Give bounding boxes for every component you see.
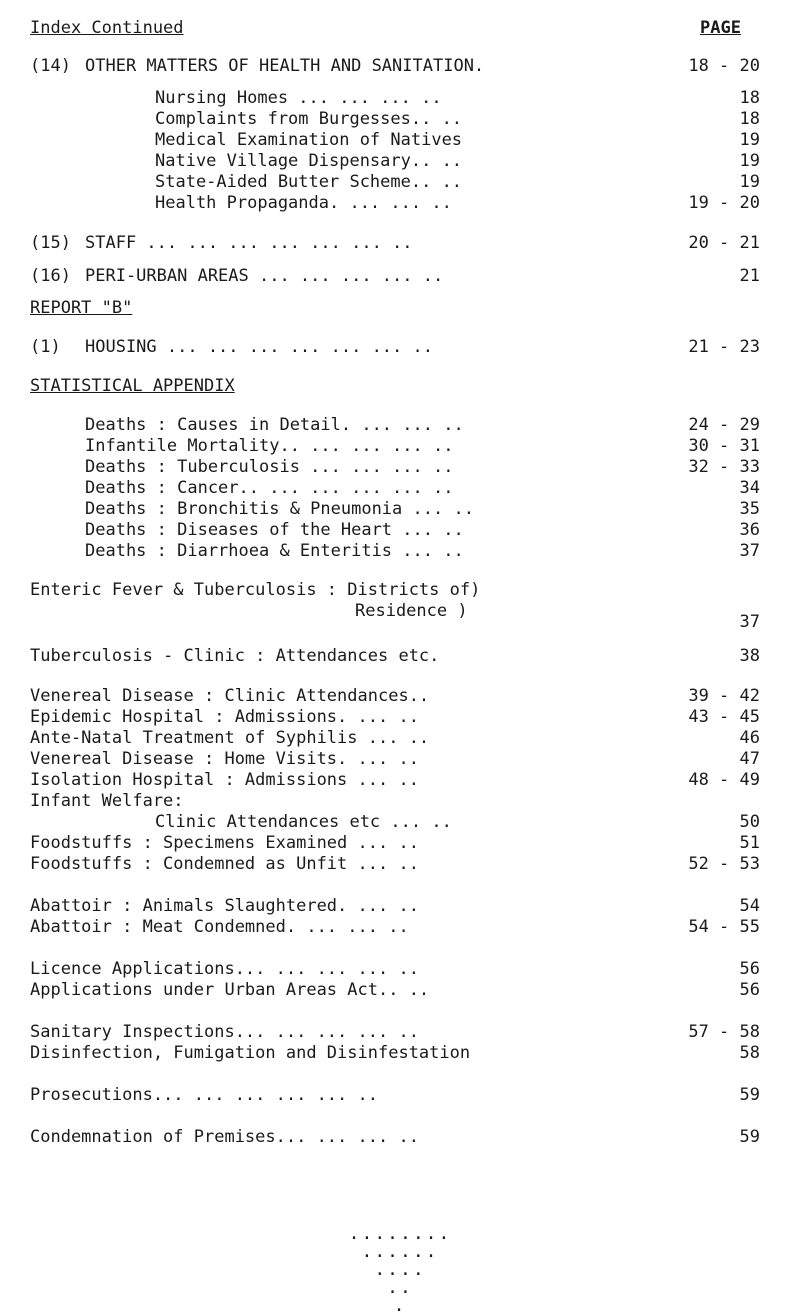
section-page: 21 - 23 — [688, 337, 760, 357]
entry-page: 52 - 53 — [688, 854, 760, 874]
entry-label: State-Aided Butter Scheme.. .. — [155, 172, 463, 192]
entry-page: 34 — [739, 478, 760, 498]
index-heading: Index Continued — [30, 18, 184, 38]
entry-label: Deaths : Bronchitis & Pneumonia ... .. — [85, 499, 474, 519]
entry-label: Tuberculosis - Clinic : Attendances etc. — [30, 646, 440, 666]
entry-label: Applications under Urban Areas Act.. .. — [30, 980, 430, 1000]
entry-label: Medical Examination of Natives — [155, 130, 463, 150]
section-number: (1) — [30, 337, 61, 357]
entry-label: Foodstuffs : Condemned as Unfit ... .. — [30, 854, 419, 874]
entry-page: 57 - 58 — [688, 1022, 760, 1042]
entry-page: 47 — [739, 749, 760, 769]
entry-label: Deaths : Causes in Detail. ... ... .. — [85, 415, 464, 435]
entry-page: 19 - 20 — [688, 193, 760, 213]
section-title: STAFF ... ... ... ... ... ... .. — [85, 233, 413, 253]
entry-page: 36 — [739, 520, 760, 540]
entry-label: Foodstuffs : Specimens Examined ... .. — [30, 833, 419, 853]
section-title: OTHER MATTERS OF HEALTH AND SANITATION. — [85, 56, 485, 76]
entry-label: Licence Applications... ... ... ... .. — [30, 959, 419, 979]
entry-label: Venereal Disease : Clinic Attendances.. — [30, 686, 430, 706]
appendix-heading: STATISTICAL APPENDIX — [30, 376, 235, 396]
entry-label: Prosecutions... ... ... ... ... .. — [30, 1085, 378, 1105]
decorative-dot-triangle — [330, 1225, 470, 1315]
entry-label: Abattoir : Animals Slaughtered. ... .. — [30, 896, 419, 916]
entry-page: 56 — [739, 959, 760, 979]
entry-label: Deaths : Diarrhoea & Enteritis ... .. — [85, 541, 464, 561]
entry-label: Infant Welfare: — [30, 791, 184, 811]
entry-page: 54 - 55 — [688, 917, 760, 937]
section-number: (16) — [30, 266, 71, 286]
entry-label: Venereal Disease : Home Visits. ... .. — [30, 749, 419, 769]
entry-page: 18 — [739, 109, 760, 129]
dot-row: ........ — [348, 1223, 452, 1244]
entry-label: Disinfection, Fumigation and Disinfestation — [30, 1043, 471, 1063]
entry-page: 38 — [739, 646, 760, 666]
section-title: HOUSING ... ... ... ... ... ... .. — [85, 337, 433, 357]
entry-label: Health Propaganda. ... ... .. — [155, 193, 452, 213]
entry-page: 50 — [739, 812, 760, 832]
entry-page: 43 - 45 — [688, 707, 760, 727]
entry-label: Enteric Fever & Tuberculosis : Districts of) — [30, 580, 481, 600]
entry-label: Infantile Mortality.. ... ... ... .. — [85, 436, 454, 456]
dot-row: . — [393, 1295, 407, 1316]
entry-page: 56 — [739, 980, 760, 1000]
dot-row: .... — [374, 1259, 426, 1280]
entry-label: Deaths : Cancer.. ... ... ... ... .. — [85, 478, 454, 498]
entry-page: 24 - 29 — [688, 415, 760, 435]
section-title: PERI-URBAN AREAS ... ... ... ... .. — [85, 266, 444, 286]
page-column-heading: PAGE — [700, 18, 741, 38]
entry-label: Clinic Attendances etc ... .. — [155, 812, 452, 832]
entry-page: 37 — [739, 612, 760, 632]
entry-page: 48 - 49 — [688, 770, 760, 790]
entry-label: Nursing Homes ... ... ... .. — [155, 88, 442, 108]
entry-page: 54 — [739, 896, 760, 916]
entry-page: 51 — [739, 833, 760, 853]
section-number: (15) — [30, 233, 71, 253]
entry-page: 37 — [739, 541, 760, 561]
section-number: (14) — [30, 56, 71, 76]
entry-page: 18 — [739, 88, 760, 108]
entry-label: Isolation Hospital : Admissions ... .. — [30, 770, 419, 790]
section-page: 18 - 20 — [688, 56, 760, 76]
dot-row: .. — [387, 1277, 413, 1298]
entry-label: Ante-Natal Treatment of Syphilis ... .. — [30, 728, 430, 748]
entry-page: 59 — [739, 1085, 760, 1105]
entry-page: 35 — [739, 499, 760, 519]
entry-page: 32 - 33 — [688, 457, 760, 477]
section-page: 21 — [739, 266, 760, 286]
entry-label: Epidemic Hospital : Admissions. ... .. — [30, 707, 419, 727]
entry-page: 19 — [739, 130, 760, 150]
entry-label: Abattoir : Meat Condemned. ... ... .. — [30, 917, 409, 937]
entry-page: 30 - 31 — [688, 436, 760, 456]
entry-label: Deaths : Tuberculosis ... ... ... .. — [85, 457, 454, 477]
entry-page: 39 - 42 — [688, 686, 760, 706]
entry-label: Deaths : Diseases of the Heart ... .. — [85, 520, 464, 540]
entry-page: 19 — [739, 151, 760, 171]
entry-page: 58 — [739, 1043, 760, 1063]
entry-page: 46 — [739, 728, 760, 748]
entry-label: Complaints from Burgesses.. .. — [155, 109, 463, 129]
report-heading: REPORT "B" — [30, 298, 133, 318]
dot-row: ...... — [361, 1241, 439, 1262]
entry-label: Native Village Dispensary.. .. — [155, 151, 463, 171]
entry-label: Sanitary Inspections... ... ... ... .. — [30, 1022, 419, 1042]
section-page: 20 - 21 — [688, 233, 760, 253]
entry-label: Condemnation of Premises... ... ... .. — [30, 1127, 419, 1147]
entry-label-continued: Residence ) — [355, 601, 468, 621]
entry-page: 59 — [739, 1127, 760, 1147]
entry-page: 19 — [739, 172, 760, 192]
